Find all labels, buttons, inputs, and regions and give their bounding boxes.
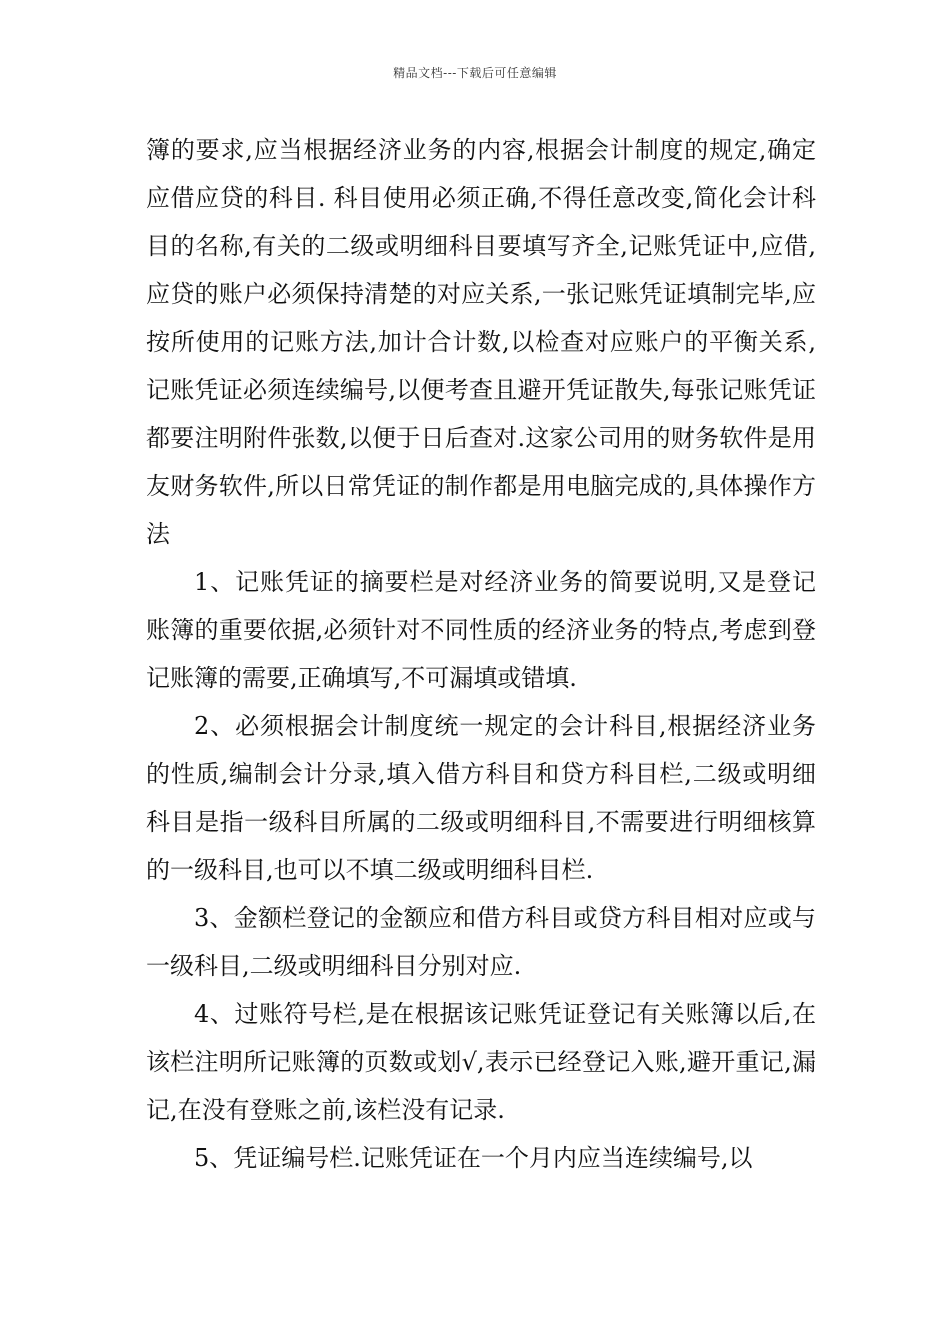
paragraph-item-3: 3、金额栏登记的金额应和借方科目或贷方科目相对应或与一级科目,二级或明细科目分别对应. <box>146 904 816 980</box>
page-header: 精品文档---下载后可任意编辑 <box>393 66 557 80</box>
paragraph-item-2: 2、必须根据会计制度统一规定的会计科目,根据经济业务的性质,编制会计分录,填入借方科目和贷方科目栏,二级或明细科目是指一级科目所属的二级或明细科目,不需要进行明细核算的一级科目,也可以不填二级或明细科目栏. <box>146 712 816 884</box>
document-body <box>146 126 816 1182</box>
paragraph-item-5: 5、凭证编号栏.记账凭证在一个月内应当连续编号,以 <box>194 1144 753 1172</box>
paragraph-item-1: 1、记账凭证的摘要栏是对经济业务的简要说明,又是登记账簿的重要依据,必须针对不同性质的经济业务的特点,考虑到登记账簿的需要,正确填写,不可漏填或错填. <box>146 568 816 692</box>
paragraph-intro: 簿的要求,应当根据经济业务的内容,根据会计制度的规定,确定应借应贷的科目. 科目使用必须正确,不得任意改变,简化会计科目的名称,有关的二级或明细科目要填写齐全,记账凭证中,应借,应贷的账户必须保持清楚的对应关系,一张记账凭证填制完毕,应按所使用的记账方法,加计合计数,以检查对应账户的平衡关系,记账凭证必须连续编号,以便考查且避开凭证散失,每张记账凭证都要注明附件张数,以便于日后查对.这家公司用的财务软件是用友财务软件,所以日常凭证的制作都是用电脑完成的,具体操作方法 <box>146 136 816 548</box>
paragraph-item-4: 4、过账符号栏,是在根据该记账凭证登记有关账簿以后,在该栏注明所记账簿的页数或划√,表示已经登记入账,避开重记,漏记,在没有登账之前,该栏没有记录. <box>146 1000 816 1124</box>
